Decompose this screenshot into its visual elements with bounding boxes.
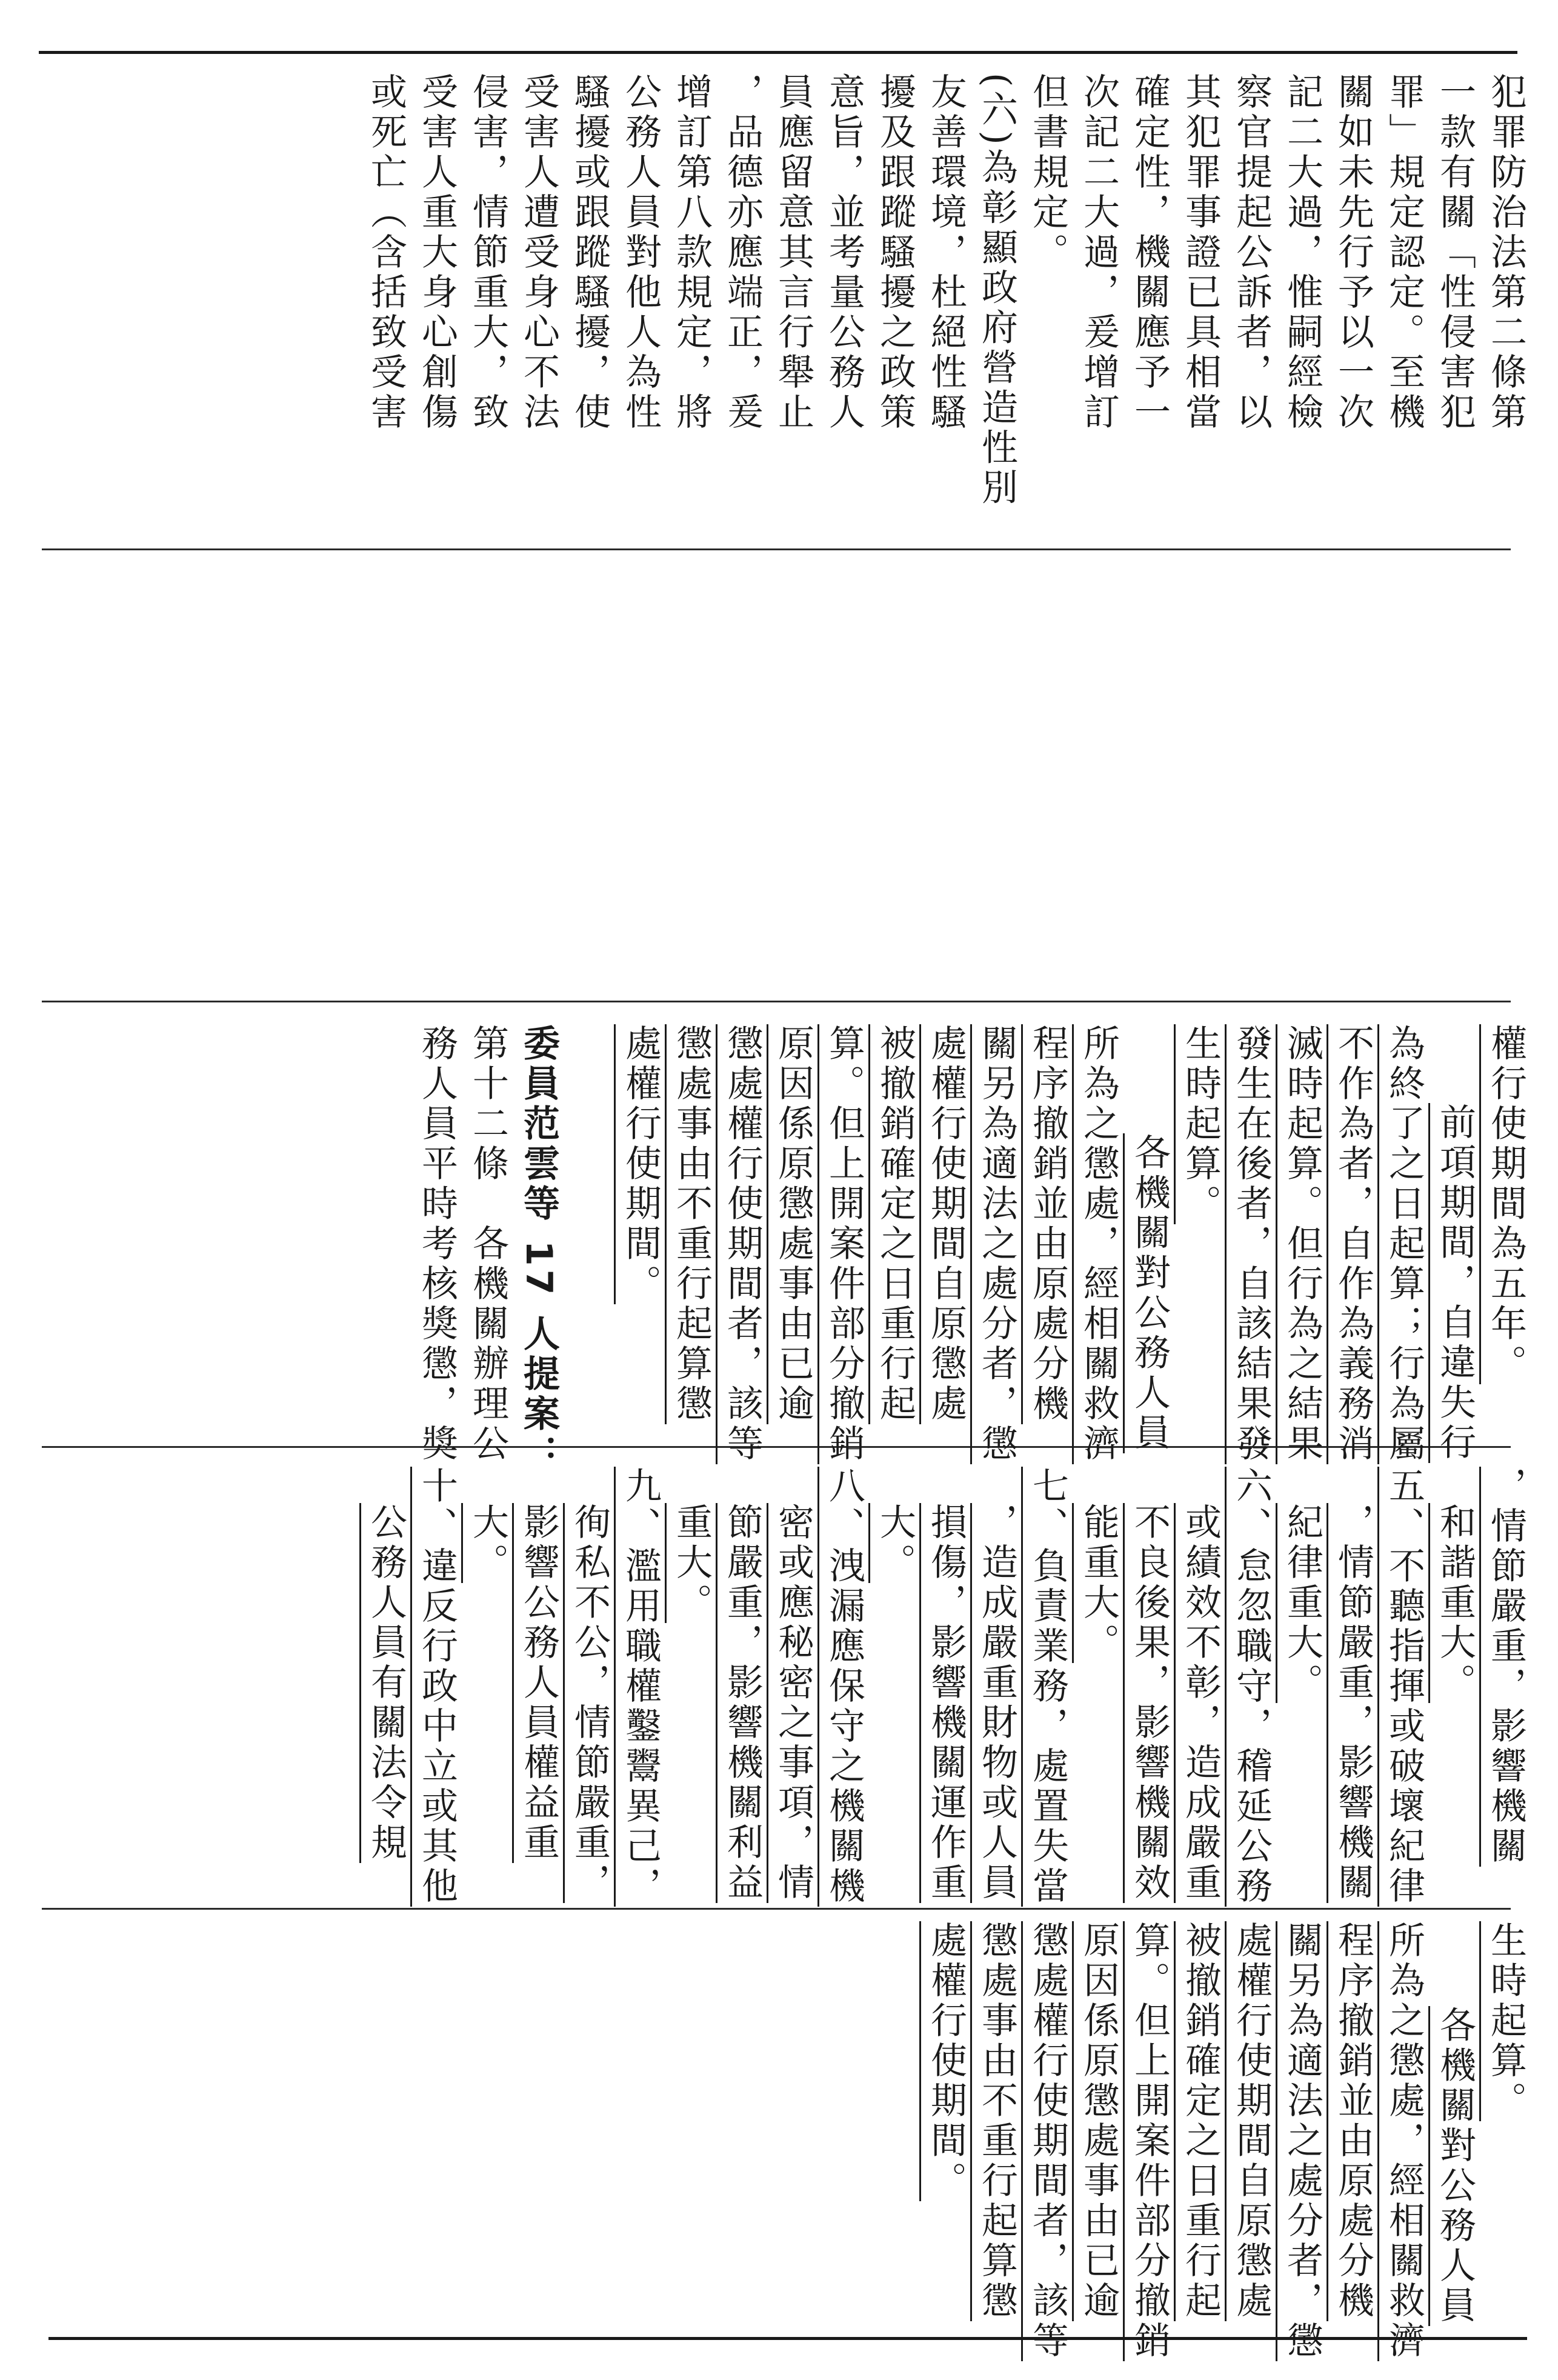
top-right-line: (六)為彰顯政府營造性別 (976, 73, 1018, 508)
bottom-middle-line: ，造成嚴重財物或人員 (976, 1503, 1018, 1903)
bottom-middle-line: 或績效不彰，造成嚴重 (1179, 1503, 1222, 1903)
bottom-middle-line: 十、違反行政中立或其他 (416, 1467, 458, 1907)
bottom-left-line: 程序撤銷並由原處分機 (1332, 1921, 1374, 2321)
bottom-right-line: 第十二條 各機關辦理公 (467, 1024, 509, 1464)
divider-bottom-middle (42, 1908, 1511, 1910)
bottom-left-line: 原因係原懲處事由已逾 (1077, 1921, 1120, 2321)
bottom-right-line: 關另為適法之處分者，懲 (976, 1024, 1018, 1464)
bottom-left-line: 算。但上開案件部分撤銷 (1128, 1921, 1171, 2361)
bottom-middle-line: 公務人員有關法令規 (365, 1503, 407, 1863)
bottom-middle-line: 七、負責業務，處置失當 (1027, 1467, 1069, 1907)
bottom-right-line: 權行使期間為五年。 (1485, 1024, 1527, 1384)
bottom-middle-line: 大。 (467, 1503, 509, 1583)
top-right-line: 次記二大過，爰增訂 (1077, 73, 1120, 433)
top-right-line: 其犯罪事證已具相當 (1179, 73, 1222, 433)
top-right-line: 關如未先行予以一次 (1332, 73, 1374, 433)
bottom-middle-line: 五、不聽指揮或破壞紀律 (1383, 1467, 1425, 1907)
bottom-left-line: 各機關對公務人員 (1434, 2006, 1476, 2326)
bottom-left-line: 生時起算。 (1485, 1921, 1527, 2121)
top-right-line: 一款有關「性侵害犯 (1434, 73, 1476, 433)
bottom-right-line: 所為之懲處，經相關救濟 (1077, 1024, 1120, 1464)
bottom-middle-line: 九、濫用職權鑿鬻異己， (619, 1467, 662, 1907)
divider-top-blank (42, 1001, 1511, 1002)
bottom-right-line: 發生在後者，自該結果發 (1230, 1024, 1273, 1464)
top-right-line: 受害人重大身心創傷 (416, 73, 458, 433)
top-right-line: 但書規定。 (1027, 73, 1069, 273)
bottom-left-line: 被撤銷確定之日重行起 (1179, 1921, 1222, 2321)
top-right-line: 確定性，機關應予一 (1128, 73, 1171, 433)
bottom-middle-line: 密或應秘密之事項，情 (772, 1503, 814, 1903)
bottom-middle-line: 大。 (874, 1503, 916, 1583)
top-right-line: 擾及跟蹤騷擾之政策 (874, 73, 916, 433)
top-right-line: 罪」規定認定。至機 (1383, 73, 1425, 433)
bottom-middle-line: 徇私不公，情節嚴重， (568, 1503, 611, 1903)
bottom-left-line: 懲處權行使期間者，該等 (1027, 1921, 1069, 2361)
bottom-right-line: 委員范雲等 17 人提案： (518, 1024, 560, 1475)
bottom-right-line: 務人員平時考核獎懲，獎 (416, 1024, 458, 1464)
bottom-middle-line: ，情節嚴重，影響機關 (1332, 1503, 1374, 1903)
bottom-middle-line: 影響公務人員權益重 (518, 1503, 560, 1863)
bottom-right-line: 滅時起算。但行為之結果 (1281, 1024, 1323, 1464)
top-right-line: 友善環境，杜絕性騷 (925, 73, 967, 433)
bottom-right-line: 被撤銷確定之日重行起 (874, 1024, 916, 1424)
bottom-middle-line: 節嚴重，影響機關利益 (721, 1503, 764, 1903)
top-right-line: 察官提起公訴者，以 (1230, 73, 1273, 433)
bottom-right-line: 處權行使期間。 (619, 1024, 662, 1304)
bottom-middle-line: 六、怠忽職守，稽延公務 (1230, 1467, 1273, 1907)
bottom-left-line: 所為之懲處，經相關救濟 (1383, 1921, 1425, 2361)
top-right-line: 受害人遭受身心不法 (518, 73, 560, 433)
bottom-left-line: 處權行使期間自原懲處 (1230, 1921, 1273, 2321)
bottom-right-line: 懲處事由不重行起算懲 (670, 1024, 713, 1424)
divider-top-section (42, 548, 1511, 550)
bottom-right-line: 前項期間，自違失行 (1434, 1103, 1476, 1463)
bottom-right-line: 各機關對公務人員 (1128, 1133, 1171, 1453)
top-right-line: 員應留意其言行舉止 (772, 73, 814, 433)
bottom-middle-line: 八、洩漏應保守之機關機 (823, 1467, 865, 1907)
top-right-line: 記二大過，惟嗣經檢 (1281, 73, 1323, 433)
bottom-right-line: 不作為者，自作為義務消 (1332, 1024, 1374, 1464)
top-right-line: 犯罪防治法第二條第 (1485, 73, 1527, 433)
top-right-line: 或死亡（含括致受害 (365, 73, 407, 433)
top-right-line: 騷擾或跟蹤騷擾，使 (568, 73, 611, 433)
bottom-middle-line: 不良後果，影響機關效 (1128, 1503, 1171, 1903)
bottom-left-line: 懲處事由不重行起算懲 (976, 1921, 1018, 2321)
bottom-middle-line: 重大。 (670, 1503, 713, 1623)
bottom-right-line: 為終了之日起算；行為屬 (1383, 1024, 1425, 1464)
bottom-right-line: 處權行使期間自原懲處 (925, 1024, 967, 1424)
top-right-line: ，品德亦應端正，爰 (721, 73, 764, 433)
bottom-middle-line: 損傷，影響機關運作重 (925, 1503, 967, 1903)
bottom-right-line: 懲處權行使期間者，該等 (721, 1024, 764, 1464)
bottom-left-line: 處權行使期間。 (925, 1921, 967, 2201)
bottom-right-line: 程序撤銷並由原處分機 (1027, 1024, 1069, 1424)
bottom-left-line: 關另為適法之處分者，懲 (1281, 1921, 1323, 2361)
bottom-middle-line: 紀律重大。 (1281, 1503, 1323, 1703)
top-right-line: 侵害，情節重大，致 (467, 73, 509, 433)
bottom-right-line: 算。但上開案件部分撤銷 (823, 1024, 865, 1464)
bottom-right-line: 生時起算。 (1179, 1024, 1222, 1224)
bottom-middle-line: ，情節嚴重，影響機關 (1485, 1467, 1527, 1867)
top-right-line: 意旨，並考量公務人 (823, 73, 865, 433)
top-right-line: 增訂第八款規定，將 (670, 73, 713, 433)
bottom-middle-line: 和諧重大。 (1434, 1503, 1476, 1703)
top-right-line: 公務人員對他人為性 (619, 73, 662, 433)
top-border-rule (39, 51, 1517, 54)
bottom-right-line: 原因係原懲處事由已逾 (772, 1024, 814, 1424)
bottom-middle-line: 能重大。 (1077, 1503, 1120, 1663)
